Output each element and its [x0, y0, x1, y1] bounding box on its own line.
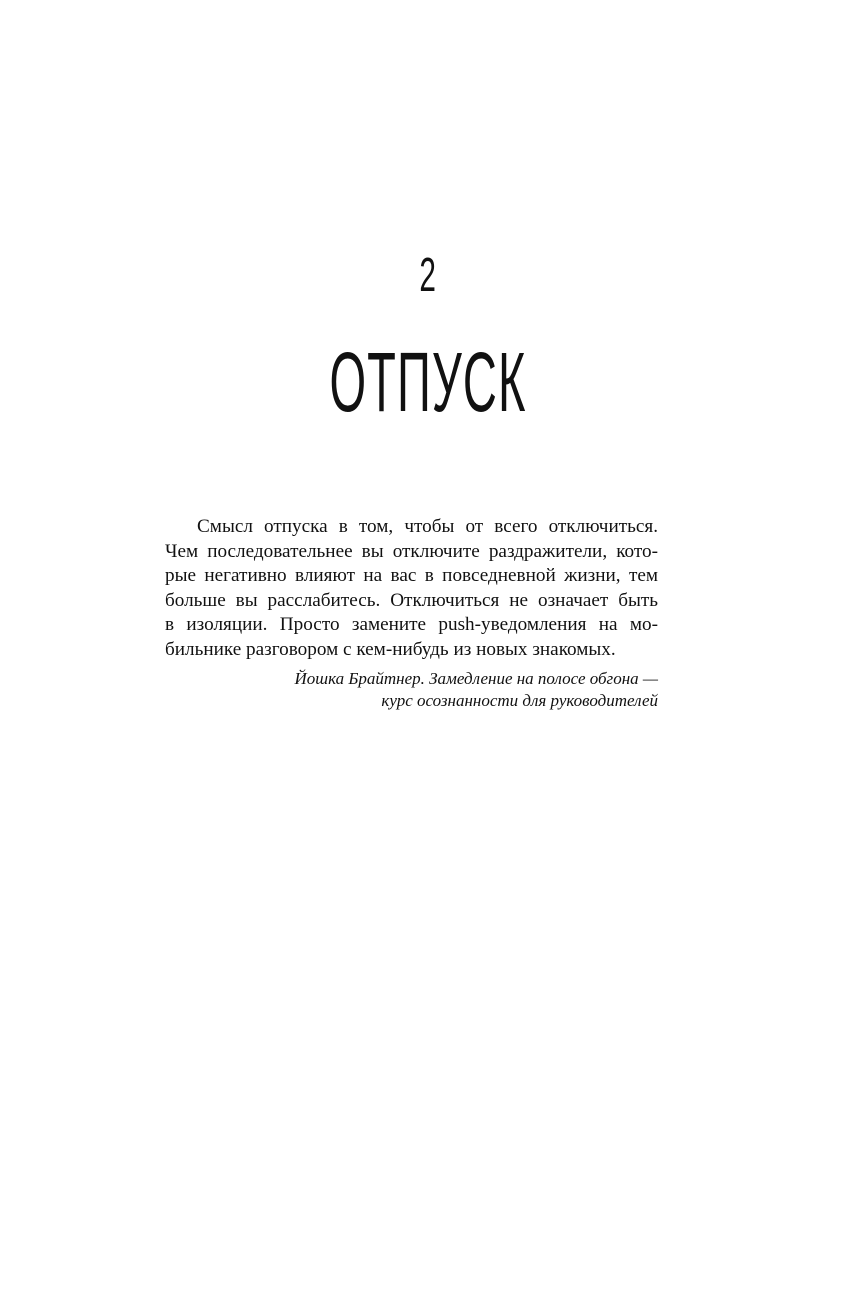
epigraph-line: Смысл отпуска в том, чтобы от всего отключиться. [197, 516, 658, 537]
epigraph-line: рые негативно влияют на вас в повседневной жизни, тем [165, 565, 658, 586]
epigraph-line: в изоляции. Просто замените push-уведомления на мо- [165, 614, 658, 635]
epigraph-line: больше вы расслабитесь. Отключиться не означает быть [165, 589, 658, 611]
epigraph [165, 515, 658, 711]
epigraph-source [165, 668, 658, 711]
epigraph-line: Чем последовательнее вы отключите раздражители, кото- [165, 540, 658, 562]
epigraph-source-line: Йошка Брайтнер. Замедление на полосе обгона — [294, 669, 658, 688]
epigraph-text [165, 515, 658, 662]
epigraph-line: бильнике разговором с кем-нибудь из новых знакомых. [165, 638, 616, 660]
epigraph-source-line: курс осознанности для руководителей [381, 690, 658, 710]
chapter-number: 2 [419, 249, 437, 302]
chapter-title: ОТПУСК [329, 335, 527, 429]
